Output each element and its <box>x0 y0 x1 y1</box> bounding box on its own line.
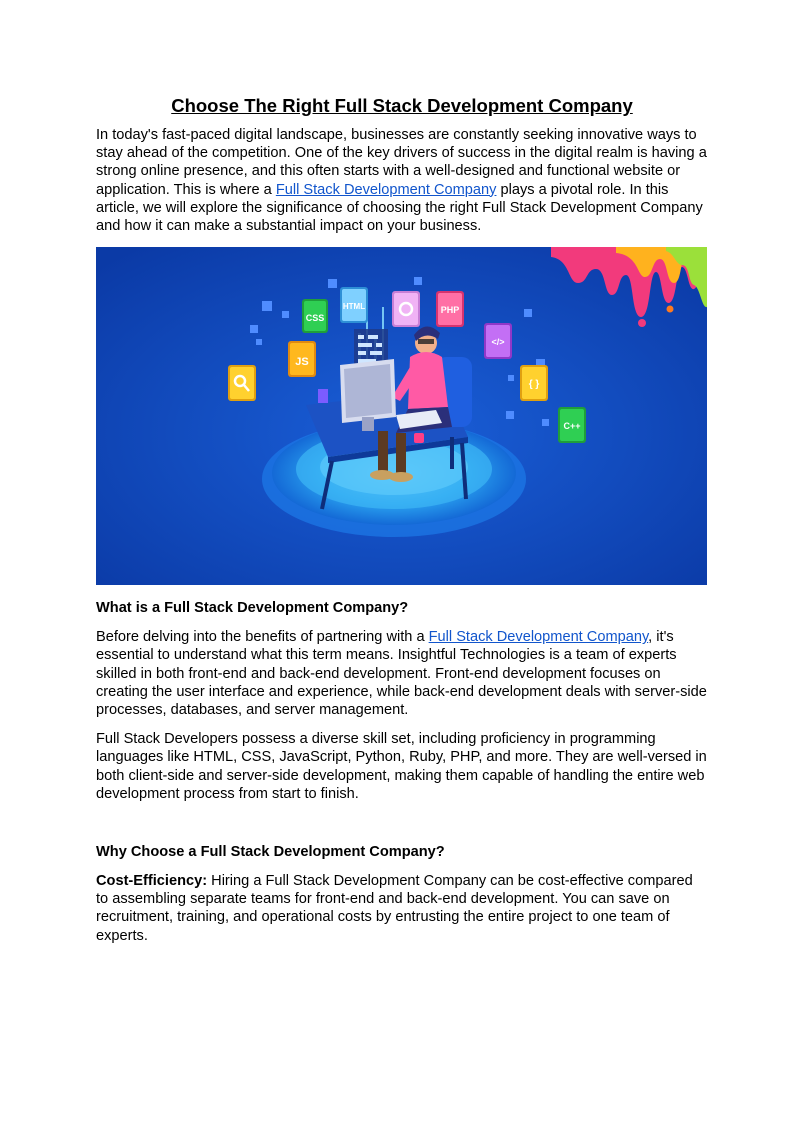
css-tile <box>302 299 328 333</box>
section1-paragraph-1 <box>96 628 708 719</box>
section1-link[interactable]: Full Stack Development Company <box>428 629 649 646</box>
intro-text-start: In today's fast-paced digital landscape, businesses are constantly seeking innovative ways to stay ahead of the competition. One of the key drivers of success in the digital realm is having a strong online presence, and this often starts with a well-designed and functional website or application. This is where a <box>96 127 707 198</box>
braces-tile-label: { } <box>528 379 540 391</box>
section1-p1-start: Before delving into the benefits of partnering with a <box>96 629 429 646</box>
js-tile <box>288 341 316 377</box>
section2-paragraph-1 <box>96 872 708 945</box>
js-tile-label: JS <box>295 356 309 369</box>
code-tag-tile <box>484 323 512 359</box>
intro-paragraph <box>96 126 708 235</box>
section-heading-why-choose: Why Choose a Full Stack Development Company? <box>96 844 445 861</box>
cpp-tile-label: C++ <box>563 421 581 432</box>
intro-text-end: plays a pivotal role. In this article, we will explore the significance of choosing the right Full Stack Development Company and how it can make a substantial impact on your business. <box>96 181 703 235</box>
php-tile <box>436 291 464 327</box>
css-tile-label: CSS <box>305 313 325 324</box>
search-tile <box>228 365 256 401</box>
section-heading-what-is: What is a Full Stack Development Company? <box>96 600 409 617</box>
braces-tile <box>520 365 548 401</box>
section1-p1-end: , it's essential to understand what this term means. Insightful Technologies is a team of experts skilled in both front-end and back-end development. Front-end development focuses on creating the user interface and experience, while back-end development deals with server-side processes, databases, and server management. <box>96 629 707 719</box>
hero-illustration <box>96 247 707 585</box>
document-page <box>96 94 708 945</box>
page-title: Choose The Right Full Stack Development Company <box>171 95 633 116</box>
cost-efficiency-label: Cost-Efficiency: <box>96 873 208 890</box>
html-tile-label: HTML <box>342 302 366 312</box>
settings-tile <box>392 291 420 327</box>
cost-efficiency-text: Hiring a Full Stack Development Company can be cost-effective compared to assembling separate teams for front-end and back-end development. You can save on recruitment, training, and operational costs by entrusting the entire project to one team of experts. <box>96 873 693 944</box>
section1-paragraph-2: Full Stack Developers possess a diverse skill set, including proficiency in programming languages like HTML, CSS, JavaScript, Python, Ruby, PHP, and more. They are well-versed in both client-side and server-side development, making them capable of handling the entire web development process from start to finish. <box>96 731 707 802</box>
code-tag-tile-label: </> <box>491 337 505 348</box>
php-tile-label: PHP <box>440 305 460 316</box>
intro-link[interactable]: Full Stack Development Company <box>275 181 497 198</box>
cpp-tile <box>558 407 586 443</box>
html-tile <box>340 287 368 323</box>
